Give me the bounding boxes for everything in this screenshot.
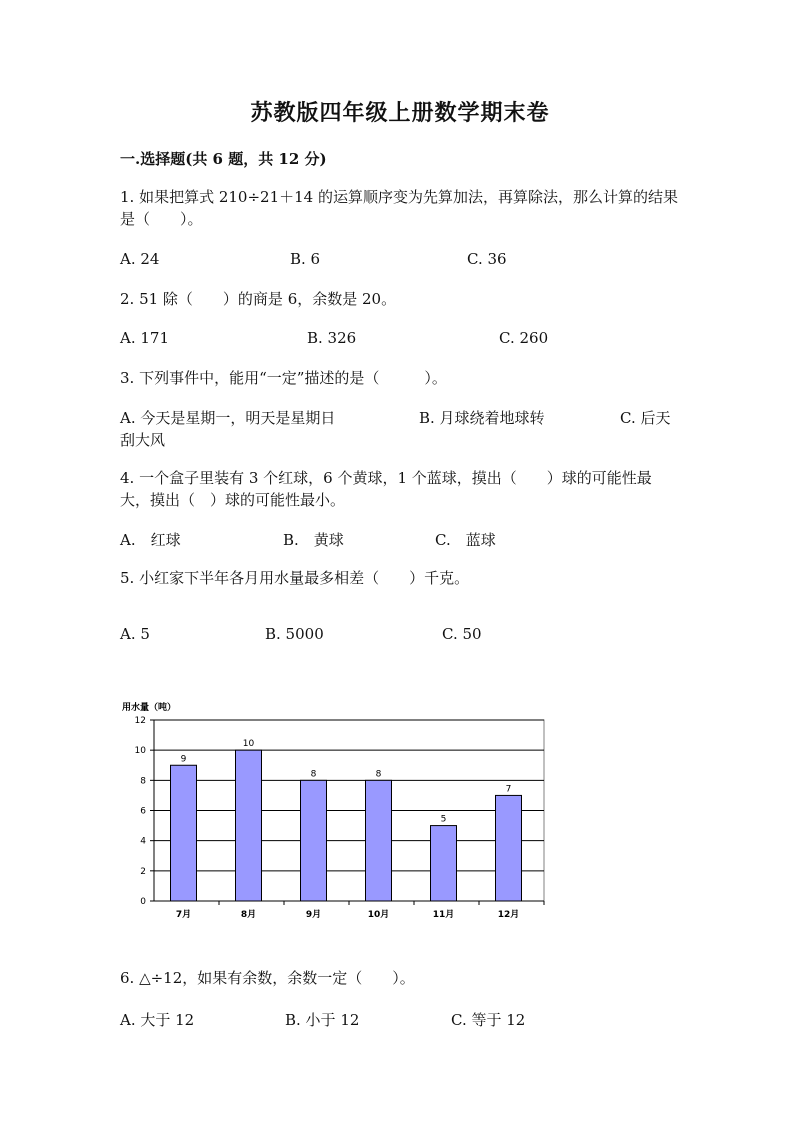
chart-data-label: 7 — [505, 784, 512, 795]
chart-bar — [496, 795, 522, 901]
question-3: 3. 下列事件中，能用“一定”描述的是（ ）。 — [120, 369, 447, 387]
page-title: 苏教版四年级上册数学期末卷 — [250, 100, 550, 126]
chart-y-axis-label: 用水量（吨） — [122, 703, 177, 713]
question-6-option-b[interactable]: B. 小于 12 — [285, 1011, 360, 1029]
chart-bar — [301, 780, 327, 901]
chart-x-tick-label: 10月 — [367, 910, 390, 920]
question-3-option-a[interactable]: A. 今天是星期一，明天是星期日 — [120, 409, 336, 427]
question-5-option-c[interactable]: C. 50 — [442, 625, 482, 643]
chart-y-tick-label: 2 — [140, 866, 146, 877]
question-4-option-b[interactable]: B. 黄球 — [283, 531, 344, 549]
chart-data-label: 5 — [440, 814, 447, 825]
chart-svg — [118, 698, 558, 928]
chart-data-label: 9 — [180, 754, 187, 765]
question-1: 1. 如果把算式 210÷21＋14 的运算顺序变为先算加法，再算除法，那么计算的结果是（ ）。 — [120, 188, 678, 228]
chart-bar — [171, 765, 197, 901]
chart-x-tick-label: 9月 — [305, 910, 322, 920]
question-4-option-a[interactable]: A. 红球 — [120, 531, 181, 549]
chart-y-tick-label: 0 — [140, 897, 146, 907]
question-2: 2. 51 除（ ）的商是 6，余数是 20。 — [120, 290, 397, 308]
question-4-option-c[interactable]: C. 蓝球 — [435, 531, 496, 549]
chart-data-labels — [181, 739, 512, 824]
chart-x-ticks — [176, 901, 544, 920]
question-1-option-b[interactable]: B. 6 — [290, 250, 321, 268]
chart-data-label: 8 — [375, 769, 382, 780]
question-2-option-a[interactable]: A. 171 — [120, 329, 169, 347]
chart-y-tick-label: 12 — [134, 716, 146, 726]
chart-bar — [236, 750, 262, 901]
chart-data-label: 8 — [310, 769, 317, 780]
chart-bar — [366, 780, 392, 901]
question-1-option-c[interactable]: C. 36 — [467, 250, 507, 268]
question-6-option-c[interactable]: C. 等于 12 — [451, 1011, 526, 1029]
question-6-option-a[interactable]: A. 大于 12 — [120, 1011, 195, 1029]
chart-y-tick-label: 8 — [140, 776, 146, 787]
water-usage-chart — [118, 698, 558, 928]
question-4: 4. 一个盒子里装有 3 个红球，6 个黄球，1 个蓝球，摸出（ ）球的可能性最大，摸出（ ）球的可能性最小。 — [120, 469, 652, 509]
question-2-option-c[interactable]: C. 260 — [499, 329, 549, 347]
chart-bar — [431, 826, 457, 901]
chart-y-tick-label: 10 — [134, 746, 146, 757]
chart-gridlines — [154, 720, 544, 901]
chart-x-tick-label: 7月 — [175, 910, 192, 920]
question-5-option-b[interactable]: B. 5000 — [265, 625, 324, 643]
question-5: 5. 小红家下半年各月用水量最多相差（ ）千克。 — [120, 569, 470, 587]
chart-y-tick-label: 4 — [140, 836, 146, 847]
question-2-option-b[interactable]: B. 326 — [307, 329, 357, 347]
chart-data-label: 10 — [242, 739, 255, 750]
chart-x-tick-label: 8月 — [240, 910, 257, 920]
question-6: 6. △÷12，如果有余数，余数一定（ ）。 — [120, 969, 415, 987]
chart-x-tick-label: 12月 — [497, 910, 520, 920]
chart-x-tick-label: 11月 — [432, 910, 455, 920]
section-heading: 一.选择题(共 6 题，共 12 分) — [120, 150, 327, 168]
chart-bars — [171, 750, 522, 901]
question-1-option-a[interactable]: A. 24 — [120, 250, 160, 268]
question-5-option-a[interactable]: A. 5 — [120, 625, 150, 643]
chart-y-tick-label: 6 — [140, 806, 146, 817]
question-3-option-b[interactable]: B. 月球绕着地球转 — [419, 409, 545, 427]
question-3-option-c[interactable]: C. 后天刮大风 — [120, 409, 671, 449]
chart-y-ticks — [135, 716, 154, 907]
